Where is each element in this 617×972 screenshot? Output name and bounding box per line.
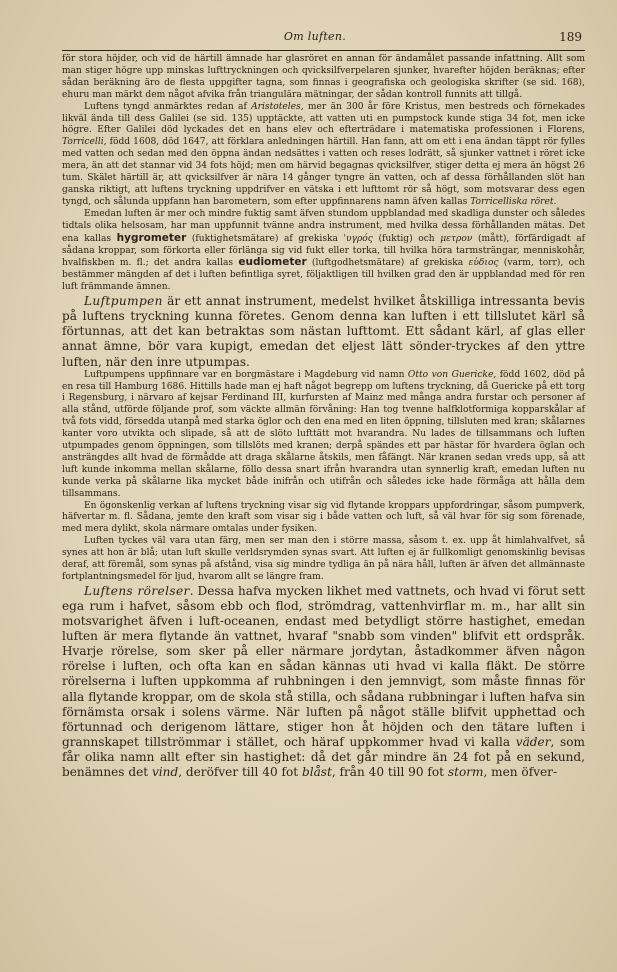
header-rule [62,50,585,51]
paragraph-pressure-effect [62,501,585,537]
text-run: (varm, torr), och bestämmer mängden af det i luften befintliga syret, följaktligen till hvilken grad den är uppblandad med för ren luft främmande ämnen. [62,258,585,293]
text-run: Luftens tyngd anmärktes redan af [84,101,252,112]
page-header [30,30,600,46]
term-vind: vind [151,765,179,780]
section-heading-luftens-rorelser: Luftens rörelser [84,583,190,598]
text-run: . Dessa hafva mycken likhet med vattnets, och hvad vi förut sett ega rum i hafvet, såsom ebb och flod, strömdrag, vattenhvirflar m. m., har allt sin motsvarighet äfven i luft-oceanen, endast med betydligt större hastighet, emedan luften är mera flytande än vattnet, hvaraf "snabb som vinden" blifvit ett ordspråk. Hvarje rörelse, som sker på eller närmare jordytan, åstadkommer äfven någon rörelse i luften, och ofta kan en sådan kännas uti hvad vi kalla fläkt. De större rörelserna i luften uppkomma af ruhbningen i den jemnvigt, som måste finnas för alla flytande kroppar, om de skola stå stilla, och sådana rubbningar i luften hafva sin förnämsta orsak i solens värme. När luften på något ställe blifvit upphettad och förtunnad och derigenom lättare, stiger hon åt höjden och den tätare luften i grannskapet tillströmmar i stället, och häraf uppkommer hvad vi kalla [62,583,585,749]
term-blast: blåst [301,765,332,780]
text-run: (fuktig) och [372,233,441,244]
name-otto-von-guericke: Otto von Guericke [407,369,494,380]
text-run: Emedan luften är mer och mindre fuktig samt äfven stundom uppblandad med skadliga dunster och således tidtals olika helsosam, har man uppfunnit tvänne andra instrument, med hvilka dessa förhållanden mätas. Det ena kallas [62,208,585,244]
section-heading-luftpumpen: Luftpumpen [84,294,163,309]
text-run: , men öfver- [483,765,558,780]
page-number: 189 [559,30,582,44]
text-run: . [553,196,557,207]
paragraph-air-pump [62,294,585,369]
text-run: (luftgodhetsmätare) af grekiska [306,258,469,269]
greek-word: 'υγρός [343,233,373,244]
text-run: , från 40 till 90 fot [331,765,448,780]
text-run: , mer än 300 år före Kristus, men bestreds och förnekades likväl ända till dess Galilei (se sid. 135) upptäckte, att vatten uti en pumpstock kunde stiga 34 fot, men icke högre. Efter Galilei död lyckades det en hans elev och efterträdare i matematiska professionen i Florens, [62,101,585,136]
text-run: , deröfver till 40 fot [178,765,302,780]
text-run: , född 1602, död på en resa till Hamburg 1686. Hittills hade man ej haft något begrepp om luftens tryckning, då Guericke på ett torg i Regensburg, i närvaro af kejsar Ferdinand III, kurfursten af Mainz med många andra furstar och personer af alla stånd, utförde följande prof, som väckte allmän förvåning: Han tog tvenne halfklotformiga kopparskålar af två fots vidd, försedda utanpå med starka öglor och den ena med en liten öppning, tillsluten med kran; skålarnes kanter voro utvikta och slipade, så att de slöto lufttätt mot hvarandra. Nu lades de tillsammans och luften utpumpades genom öppningen, som tillslöts med kranen; derpå spändes ett par hästar för hvardera öglan och ansträngdes allt hvad de förmådde att draga skålarne åtskils, men fåfängt. När kranen sedan vreds upp, så att luft kunde inkomma mellan skålarne, föllo dessa snart ifrån hvarandra utan synnerlig kraft, emedan luften nu kunde verka på skålarne lika mycket både inifrån och utifrån och således icke hade förmåga att hålla dem tillsammans. [62,369,585,499]
paragraph-air-colour [62,536,585,584]
paragraph-guericke [62,370,585,501]
term-storm: storm [447,765,484,780]
paragraph-hygrometer [62,209,585,294]
term-hygrometer: hygrometer [116,231,187,244]
term-eudiometer: eudiometer [238,256,307,269]
running-title: Om luften. [283,30,347,43]
name-aristoteles: Aristoteles [251,101,301,112]
text-run: Luftpumpens uppfinnare var en borgmästare i Magdeburg vid namn [84,369,408,380]
paragraph-text: Luften tyckes väl vara utan färg, men ser man den i större massa, såsom t. ex. upp åt himlahvalfvet, så synes att hon är blå; utan luft skulle verldsrymden synas svart. Att luften ej är fullkomligt genomskinlig bevisas deraf, att föremål, som synas på afstånd, visa sig mindre tydliga än på nära håll, luften är äfven det allmännaste fortplantningsmedel för ljud, hvarom allt se längre fram. [62,536,585,582]
paragraph-air-weight [62,102,585,209]
greek-word: εὐδιος [468,258,499,269]
paragraph-text: för stora höjder, och vid de härtill ämnade har glasröret en annan för ändamålet passande infattning. Allt som man stiger högre upp minskas lufttryckningen och qvicksilfverpelaren sjunker, hvarefter höjden beräknas; efter sådan beräkning äro de flesta uppgifter tagna, som finnas i geografiska och geologiska skrifter (se sid. 168), ehuru man märkt dem något afvika från triangulära mätningar, der sådan kontroll funnits att tillgå. [62,54,585,100]
text-run: , som får olika namn allt efter sin hastighet: då det går mindre än 24 fot på en sekund, benämnes det [62,734,585,780]
paragraph-text: En ögonskenlig verkan af luftens tryckning visar sig vid flytande kroppars uppfordringar, såsom pumpverk, häfvertar m. fl. Sådana, jemte den kraft som visar sig i både vatten och luft, så väl hvar för sig som förenade, med mera dylikt, skola närmare omtalas under fysiken. [62,500,585,535]
text-run: (fuktighetsmätare) af grekiska [186,233,344,244]
paragraph-air-motion [62,584,585,780]
text-run: , född 1608, död 1647, att förklara anledningen härtill. Han fann, att om ett i ena ändan täppt rör fylles med vatten och sedan med den öppna ändan nedsättes i vatten och reses lodrätt, så sjunker vattnet i röret icke mera, än att det stannar vid 34 fots höjd; men om härvid begagnas qvicksilfver, stiger detta ej mera än högst 26 tum. Skälet härtill är, att qvicksilfver är nära 14 gånger tyngre än vatten, och af dessa förhållanden slöt han ganska riktigt, att luftens tryckning uppdrifver en vätska i ett lufttomt rör så högt, som motsvarar dess egen tyngd, och sålunda uppfann han barometern, som efter uppfinnarens namn äfven kallas [62,137,585,207]
text-run: (mått), förfärdigadt af sådana kroppar, som förkorta eller förlänga sig vid fukt eller torka, till hvilka höra tarmsträngar, menniskohår, hvalfiskben m. fl.; det andra kallas [62,233,586,269]
greek-word: μετρον [440,233,473,244]
page-body [62,54,585,780]
name-torricelli: Torricelli [62,137,104,148]
text-run: är ett annat instrument, medelst hvilket åtskilliga intressanta bevis på luftens tryckning kunna företes. Genom denna kan luften i ett tillslutet kärl så förtunnas, att det kan betraktas som nästan lufttomt. Ett sådant kärl, af glas eller annat ämne, bör vara kupigt, emedan det eljest lätt sönder-tryckes af den yttre luften, när den inre utpumpas. [62,294,585,369]
term-vader: väder [515,734,551,749]
term-torricelliska-roret: Torricelliska röret [470,196,554,207]
paragraph-altitude-measurement [62,54,585,102]
